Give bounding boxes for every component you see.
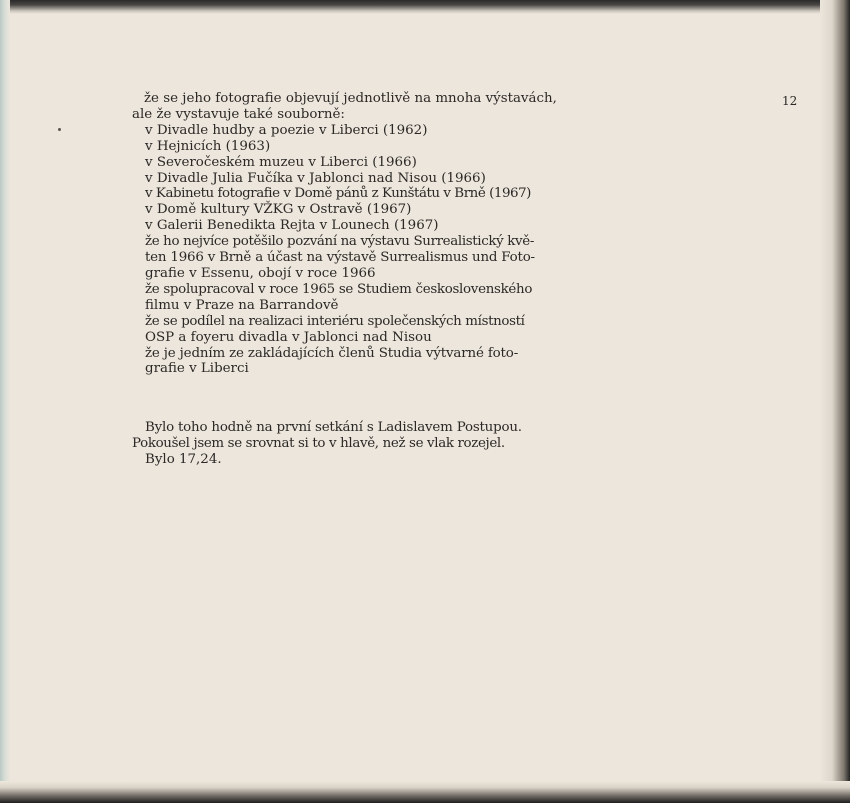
text-line: v Divadle Julia Fučíka v Jablonci nad Nisou (1966)	[145, 170, 486, 186]
text-line: v Domě kultury VŽKG v Ostravě (1967)	[145, 202, 412, 218]
text-line: OSP a foyeru divadla v Jablonci nad Nisou	[145, 329, 432, 345]
margin-dot	[58, 128, 61, 131]
closing-text	[132, 420, 549, 468]
text-line: v Kabinetu fotografie v Domě pánů z Kunštátu v Brně (1967)	[145, 186, 531, 202]
text-line: v Hejnicích (1963)	[145, 138, 271, 154]
text-line: grafie v Essenu, obojí v roce 1966	[145, 265, 376, 281]
text-line: Pokoušel jsem se srovnat si to v hlavě, než se vlak rozejel.	[132, 435, 505, 451]
right-page-edge	[820, 0, 850, 803]
text-line: grafie v Liberci	[145, 361, 249, 377]
text-line: Bylo 17,24.	[145, 451, 222, 467]
text-line: v Galerii Benedikta Rejta v Lounech (1967)	[145, 218, 439, 234]
text-line: Bylo toho hodně na první setkání s Ladislavem Postupou.	[145, 420, 522, 435]
text-line: že se podílel na realizaci interiéru společenských místností	[145, 313, 525, 329]
text-line: ten 1966 v Brně a účast na výstavě Surrealismus und Foto-	[145, 250, 535, 266]
text-line: že se jeho fotografie objevují jednotlivě na mnoha výstavách,	[144, 91, 557, 106]
bottom-page-edge	[0, 781, 850, 803]
page-number: 12	[782, 94, 798, 108]
body-text	[132, 91, 557, 377]
text-line: v Severočeském muzeu v Liberci (1966)	[145, 154, 417, 170]
left-page-edge	[0, 0, 10, 803]
text-line: že je jedním ze zakládajících členů Studia výtvarné foto-	[145, 345, 519, 361]
text-line: filmu v Praze na Barrandově	[145, 297, 339, 313]
top-page-edge	[0, 0, 850, 14]
text-line: že spolupracoval v roce 1965 se Studiem československého	[145, 281, 533, 297]
text-line: že ho nejvíce potěšilo pozvání na výstavu Surrealistický kvě-	[145, 234, 535, 250]
text-line: v Divadle hudby a poezie v Liberci (1962)	[145, 122, 428, 138]
text-line: ale že vystavuje také souborně:	[132, 106, 345, 122]
